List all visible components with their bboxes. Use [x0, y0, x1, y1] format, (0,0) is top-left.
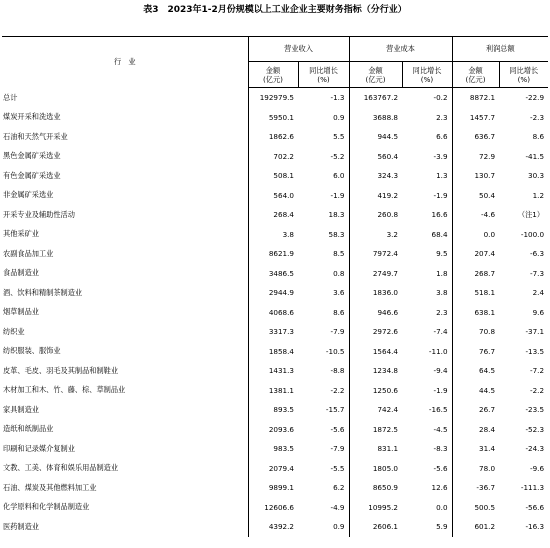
revenue-amount-cell: 4068.6: [248, 303, 298, 323]
cost-amount-cell: 8650.9: [349, 478, 402, 498]
revenue-growth-cell: 0.9: [333, 522, 345, 532]
revenue-growth-cell: -4.9: [330, 502, 345, 512]
cost-amount-cell: 2749.7: [349, 264, 402, 284]
revenue-growth-cell: 18.3: [328, 210, 345, 220]
profit-amount-cell: -4.6: [452, 205, 499, 225]
cost-growth-cell: 9.5: [436, 249, 448, 259]
industry-name: 石油和天然气开采业: [3, 131, 68, 141]
revenue-growth-cell: 0.9: [333, 112, 345, 122]
profit-growth-cell: -6.3: [530, 249, 545, 259]
cost-amount-cell: 1872.5: [349, 420, 402, 440]
profit-growth-cell: -111.3: [520, 483, 545, 493]
profit-growth-cell: -2.2: [530, 385, 545, 395]
revenue-growth-cell: -10.5: [325, 346, 345, 356]
industry-name: 文教、工美、体育和娱乐用品制造业: [3, 463, 119, 473]
cost-growth-cell: 1.3: [436, 171, 448, 181]
profit-amount-cell: 50.4: [452, 186, 499, 206]
cost-amount-cell: 2972.6: [349, 322, 402, 342]
cost-growth-cell: -4.5: [433, 424, 448, 434]
revenue-growth-cell: -7.9: [330, 444, 345, 454]
industry-name: 食品制造业: [3, 268, 39, 278]
revenue-amount-cell: 2079.4: [248, 459, 298, 479]
profit-amount-cell: 31.4: [452, 439, 499, 459]
profit-growth-cell: 2.4: [532, 288, 545, 298]
profit-growth-cell: -2.3: [530, 112, 545, 122]
cost-amount-cell: 3.2: [349, 225, 402, 245]
industry-name: 农副食品加工业: [3, 248, 54, 258]
profit-amount-cell: 28.4: [452, 420, 499, 440]
industry-name: 化学原料和化学制品制造业: [3, 502, 90, 512]
cost-amount-cell: 1250.6: [349, 381, 402, 401]
industry-name: 医药制造业: [3, 521, 39, 531]
profit-amount-cell: 518.1: [452, 283, 499, 303]
revenue-amount-cell: 508.1: [248, 166, 298, 186]
table-row: [2, 244, 548, 264]
revenue-growth-cell: 8.5: [333, 249, 345, 259]
cost-growth-cell: -7.4: [433, 327, 448, 337]
profit-amount-cell: 0.0: [452, 225, 499, 245]
profit-amount-cell: 636.7: [452, 127, 499, 147]
table-row: [2, 88, 548, 108]
industry-name: 酒、饮料和精制茶制造业: [3, 287, 83, 297]
cost-amount-cell: 1805.0: [349, 459, 402, 479]
cost-growth-cell: 0.0: [436, 502, 448, 512]
cost-growth-cell: -1.9: [433, 190, 448, 200]
profit-amount-header: 金额 (亿元): [452, 62, 499, 88]
table-row: [2, 108, 548, 128]
cost-growth-cell: 2.3: [436, 307, 448, 317]
revenue-growth-cell: 5.5: [333, 132, 345, 142]
profit-growth-cell: -9.6: [530, 463, 545, 473]
profit-amount-cell: 207.4: [452, 244, 499, 264]
cost-amount-cell: 560.4: [349, 147, 402, 167]
revenue-growth-cell: -15.7: [325, 405, 345, 415]
industry-name: 家具制造业: [3, 404, 39, 414]
revenue-growth-cell: 6.2: [333, 483, 345, 493]
cost-growth-cell: -11.0: [428, 346, 448, 356]
revenue-amount-cell: 1431.3: [248, 361, 298, 381]
revenue-growth-cell: 6.0: [333, 171, 345, 181]
table-row: [2, 205, 548, 225]
industry-name: 煤炭开采和洗选业: [3, 112, 61, 122]
table-row: [2, 264, 548, 284]
revenue-growth-cell: 3.6: [333, 288, 345, 298]
table-row: [2, 420, 548, 440]
cost-amount-cell: 3688.8: [349, 108, 402, 128]
cost-growth-cell: -16.5: [428, 405, 448, 415]
cost-amount-cell: 163767.2: [349, 88, 402, 108]
cost-growth-cell: 1.8: [436, 268, 448, 278]
table-row: [2, 459, 548, 479]
cost-growth-cell: 16.6: [431, 210, 448, 220]
revenue-amount-cell: 8621.9: [248, 244, 298, 264]
profit-growth-cell: 1.2: [532, 190, 545, 200]
cost-growth-cell: -3.9: [433, 151, 448, 161]
cost-amount-cell: 2606.1: [349, 517, 402, 537]
table-row: [2, 322, 548, 342]
revenue-growth-cell: -7.9: [330, 327, 345, 337]
revenue-amount-cell: 702.2: [248, 147, 298, 167]
cost-amount-cell: 1234.8: [349, 361, 402, 381]
profit-growth-header: 同比增长 (%): [499, 62, 548, 88]
revenue-growth-cell: -2.2: [330, 385, 345, 395]
industry-name: 木材加工和木、竹、藤、棕、草制品业: [3, 385, 126, 395]
revenue-amount-cell: 1381.1: [248, 381, 298, 401]
industry-name: 造纸和纸制品业: [3, 424, 54, 434]
profit-growth-cell: -100.0: [520, 229, 545, 239]
cost-growth-cell: 3.8: [436, 288, 448, 298]
revenue-growth-cell: -5.5: [330, 463, 345, 473]
cost-growth-cell: -0.2: [433, 93, 448, 103]
profit-growth-cell: -7.3: [530, 268, 545, 278]
profit-amount-cell: 44.5: [452, 381, 499, 401]
profit-growth-cell: -22.9: [525, 93, 545, 103]
profit-amount-cell: 268.7: [452, 264, 499, 284]
industry-name: 印刷和记录媒介复制业: [3, 443, 75, 453]
table-row: [2, 303, 548, 323]
industry-name: 开采专业及辅助性活动: [3, 209, 75, 219]
table-row: [2, 381, 548, 401]
profit-growth-cell: -13.5: [525, 346, 545, 356]
profit-amount-cell: 500.5: [452, 498, 499, 518]
cost-amount-cell: 1564.4: [349, 342, 402, 362]
profit-amount-cell: 76.7: [452, 342, 499, 362]
table-row: [2, 127, 548, 147]
revenue-amount-cell: 1862.6: [248, 127, 298, 147]
profit-growth-cell: -24.3: [525, 444, 545, 454]
cost-header: 营业成本: [349, 37, 452, 62]
industry-name: 纺织服装、服饰业: [3, 346, 61, 356]
industry-name: 皮革、毛皮、羽毛及其制品和制鞋业: [3, 365, 119, 375]
cost-amount-cell: 260.8: [349, 205, 402, 225]
profit-amount-cell: 638.1: [452, 303, 499, 323]
cost-growth-cell: 2.3: [436, 112, 448, 122]
cost-growth-cell: -8.3: [433, 444, 448, 454]
profit-growth-cell: -41.5: [525, 151, 545, 161]
profit-growth-cell: 8.6: [532, 132, 545, 142]
profit-growth-cell: 30.3: [528, 171, 545, 181]
revenue-amount-cell: 564.0: [248, 186, 298, 206]
cost-growth-cell: 5.9: [436, 522, 448, 532]
revenue-growth-header: 同比增长 (%): [298, 62, 349, 88]
table-row: [2, 342, 548, 362]
cost-amount-cell: 7972.4: [349, 244, 402, 264]
cost-growth-cell: 6.6: [436, 132, 448, 142]
profit-amount-cell: 130.7: [452, 166, 499, 186]
cost-amount-cell: 10995.2: [349, 498, 402, 518]
cost-growth-cell: -1.9: [433, 385, 448, 395]
cost-amount-cell: 1836.0: [349, 283, 402, 303]
industry-header: 行 业: [2, 37, 248, 88]
revenue-growth-cell: -5.6: [330, 424, 345, 434]
revenue-amount-cell: 3486.5: [248, 264, 298, 284]
table-row: [2, 186, 548, 206]
industry-name: 非金属矿采选业: [3, 190, 54, 200]
revenue-amount-cell: 1858.4: [248, 342, 298, 362]
cost-growth-cell: 12.6: [431, 483, 448, 493]
revenue-amount-cell: 3.8: [248, 225, 298, 245]
revenue-amount-cell: 12606.6: [248, 498, 298, 518]
profit-amount-cell: 70.8: [452, 322, 499, 342]
profit-amount-cell: 78.0: [452, 459, 499, 479]
industry-name: 烟草制品业: [3, 307, 39, 317]
profit-growth-cell: 9.6: [532, 307, 545, 317]
revenue-amount-cell: 2944.9: [248, 283, 298, 303]
cost-amount-cell: 324.3: [349, 166, 402, 186]
industry-name: 石油、煤炭及其他燃料加工业: [3, 482, 97, 492]
profit-amount-cell: 1457.7: [452, 108, 499, 128]
profit-amount-cell: -36.7: [452, 478, 499, 498]
revenue-amount-cell: 4392.2: [248, 517, 298, 537]
cost-amount-cell: 742.4: [349, 400, 402, 420]
profit-growth-cell: -52.3: [525, 424, 545, 434]
revenue-amount-cell: 192979.5: [248, 88, 298, 108]
cost-growth-cell: -9.4: [433, 366, 448, 376]
profit-growth-cell: （注1）: [517, 209, 545, 219]
profit-amount-cell: 72.9: [452, 147, 499, 167]
profit-amount-cell: 8872.1: [452, 88, 499, 108]
revenue-growth-cell: 58.3: [328, 229, 345, 239]
industry-name: 有色金属矿采选业: [3, 170, 61, 180]
revenue-amount-cell: 268.4: [248, 205, 298, 225]
financial-indicators-table: [2, 36, 548, 537]
profit-header: 利润总额: [452, 37, 548, 62]
table-row: [2, 361, 548, 381]
cost-growth-cell: -5.6: [433, 463, 448, 473]
cost-growth-cell: 68.4: [431, 229, 448, 239]
table-row: [2, 439, 548, 459]
table-row: [2, 166, 548, 186]
table-row: [2, 400, 548, 420]
cost-amount-cell: 419.2: [349, 186, 402, 206]
industry-name: 总计: [3, 92, 18, 102]
revenue-amount-cell: 2093.6: [248, 420, 298, 440]
profit-growth-cell: -7.2: [530, 366, 545, 376]
table-body: [2, 88, 548, 537]
table-row: [2, 283, 548, 303]
revenue-header: 营业收入: [248, 37, 349, 62]
table-row: [2, 498, 548, 518]
revenue-growth-cell: -1.3: [330, 93, 345, 103]
cost-growth-header: 同比增长 (%): [402, 62, 452, 88]
revenue-amount-cell: 3317.3: [248, 322, 298, 342]
revenue-amount-cell: 5950.1: [248, 108, 298, 128]
table-row: [2, 517, 548, 537]
profit-growth-cell: -16.3: [525, 522, 545, 532]
table-title: 表3 2023年1-2月份规模以上工业企业主要财务指标（分行业）: [143, 5, 407, 15]
revenue-amount-cell: 983.5: [248, 439, 298, 459]
table-row: [2, 225, 548, 245]
cost-amount-cell: 944.5: [349, 127, 402, 147]
cost-amount-header: 金额 (亿元): [349, 62, 402, 88]
cost-amount-cell: 831.1: [349, 439, 402, 459]
table-row: [2, 147, 548, 167]
revenue-growth-cell: -8.8: [330, 366, 345, 376]
revenue-amount-cell: 893.5: [248, 400, 298, 420]
revenue-growth-cell: -5.2: [330, 151, 345, 161]
industry-name: 黑色金属矿采选业: [3, 151, 61, 161]
cost-amount-cell: 946.6: [349, 303, 402, 323]
revenue-amount-cell: 9899.1: [248, 478, 298, 498]
revenue-amount-header: 金额 (亿元): [248, 62, 298, 88]
revenue-growth-cell: -1.9: [330, 190, 345, 200]
profit-growth-cell: -37.1: [525, 327, 545, 337]
profit-growth-cell: -23.5: [525, 405, 545, 415]
revenue-growth-cell: 0.8: [333, 268, 345, 278]
industry-name: 纺织业: [3, 326, 25, 336]
profit-amount-cell: 26.7: [452, 400, 499, 420]
revenue-growth-cell: 8.6: [333, 307, 345, 317]
profit-amount-cell: 601.2: [452, 517, 499, 537]
profit-amount-cell: 64.5: [452, 361, 499, 381]
industry-name: 其他采矿业: [3, 229, 39, 239]
table-row: [2, 478, 548, 498]
profit-growth-cell: -56.6: [525, 502, 545, 512]
